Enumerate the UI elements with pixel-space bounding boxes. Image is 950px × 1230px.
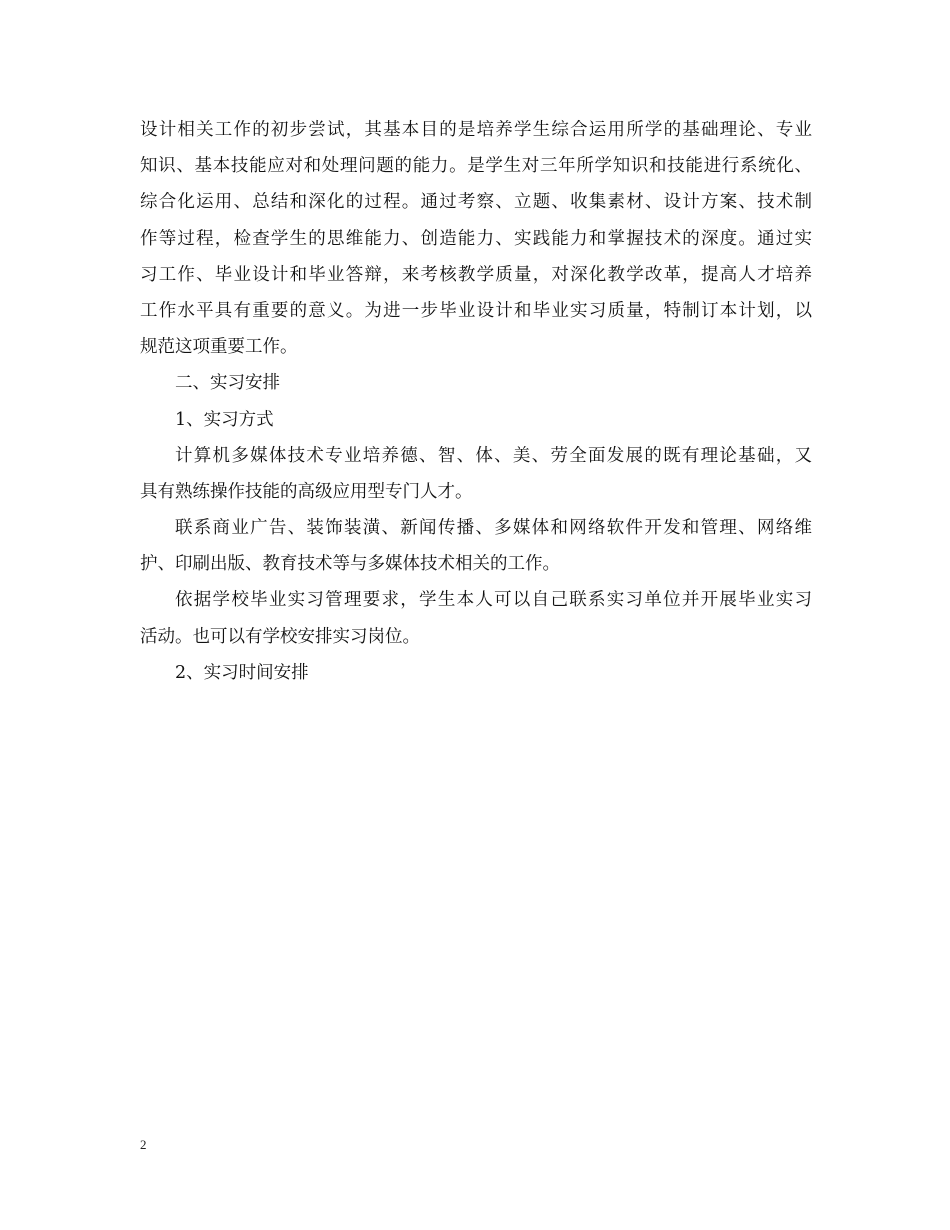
text-line: 习工作、毕业设计和毕业答辩，来考核教学质量，对深化教学改革，提高人才培养 — [140, 264, 812, 285]
subsection-heading — [140, 402, 812, 438]
paragraph-job-fields — [140, 510, 812, 582]
text-line: 联系商业广告、装饰装潢、新闻传播、多媒体和网络软件开发和管理、网络维 — [175, 518, 812, 539]
text-line: 工作水平具有重要的意义。为进一步毕业设计和毕业实习质量，特制订本计划，以 — [140, 300, 812, 321]
text-line: 活动。也可以有学校安排实习岗位。 — [140, 626, 420, 647]
text-line: 护、印刷出版、教育技术等与多媒体技术相关的工作。 — [140, 554, 560, 575]
text-line: 规范这项重要工作。 — [140, 337, 298, 358]
heading-text: 二、实习安排 — [175, 373, 280, 394]
text-line: 知识、基本技能应对和处理问题的能力。是学生对三年所学知识和技能进行系统化、 — [140, 156, 812, 177]
paragraph-internship-rules — [140, 582, 812, 654]
text-line: 计算机多媒体技术专业培养德、智、体、美、劳全面发展的既有理论基础，又 — [175, 445, 812, 466]
paragraph-purpose — [140, 112, 812, 365]
text-line: 设计相关工作的初步尝试，其基本目的是培养学生综合运用所学的基础理论、专业 — [140, 120, 812, 140]
text-line: 综合化运用、总结和深化的过程。通过考察、立题、收集素材、设计方案、技术制 — [140, 192, 812, 213]
text-line: 依据学校毕业实习管理要求，学生本人可以自己联系实习单位并开展毕业实习 — [175, 590, 812, 611]
page-number: 2 — [140, 1137, 147, 1152]
text-line: 作等过程，检查学生的思维能力、创造能力、实践能力和掌握技术的深度。通过实 — [140, 228, 812, 249]
subheading-text: 2、实习时间安排 — [175, 662, 309, 683]
subsection-heading — [140, 655, 812, 691]
section-heading — [140, 365, 812, 401]
paragraph-training-goal — [140, 438, 812, 510]
subheading-text: 1、实习方式 — [175, 409, 274, 430]
text-line: 具有熟练操作技能的高级应用型专门人才。 — [140, 481, 473, 502]
document-body — [140, 112, 812, 691]
